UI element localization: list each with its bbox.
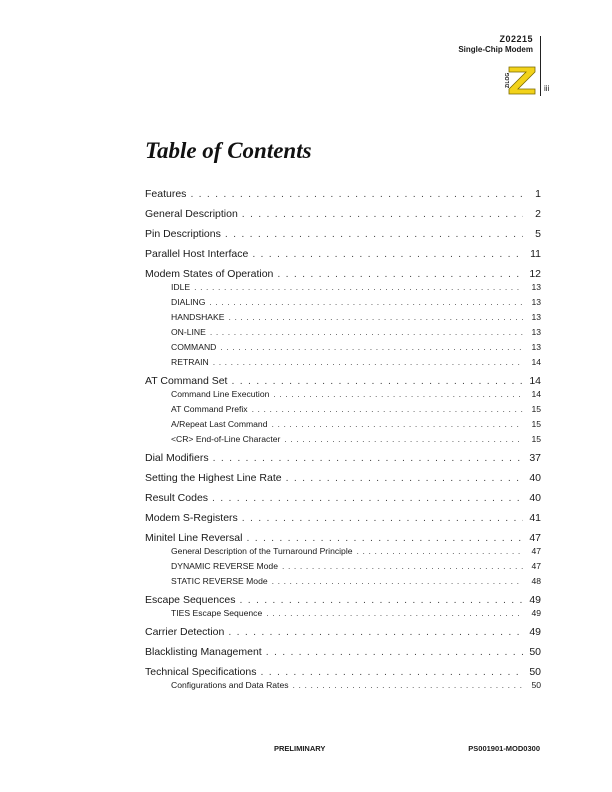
- toc-entry-label: Dial Modifiers: [145, 452, 209, 464]
- toc-entry[interactable]: [145, 508, 541, 528]
- toc-dot-leader: [242, 204, 523, 224]
- toc-entry-page: 1: [535, 188, 541, 200]
- toc-entry[interactable]: [145, 340, 541, 355]
- toc-dot-leader: [225, 224, 523, 244]
- toc-entry[interactable]: [145, 310, 541, 325]
- toc-dot-leader: [273, 387, 523, 402]
- toc-entry-page: 14: [531, 357, 541, 367]
- toc-entry[interactable]: [145, 417, 541, 432]
- toc-entry-page: 40: [529, 492, 541, 504]
- toc-entry-page: 50: [529, 646, 541, 658]
- toc-entry-label: Features: [145, 188, 187, 200]
- toc-dot-leader: [213, 355, 523, 370]
- toc-entry-label: Parallel Host Interface: [145, 248, 249, 260]
- toc-entry[interactable]: [145, 402, 541, 417]
- toc-entry-page: 50: [529, 666, 541, 678]
- toc-entry-page: 15: [531, 434, 541, 444]
- toc-entry-label: Technical Specifications: [145, 666, 257, 678]
- toc-entry[interactable]: [145, 325, 541, 340]
- toc-entry-page: 40: [529, 472, 541, 484]
- toc-entry[interactable]: [145, 295, 541, 310]
- toc-entry-page: 47: [531, 546, 541, 556]
- toc-dot-leader: [282, 559, 523, 574]
- product-name: Z02215: [499, 34, 533, 44]
- toc-entry-label: Carrier Detection: [145, 626, 225, 638]
- header-divider: [540, 36, 541, 96]
- toc-entry-label: Modem S-Registers: [145, 512, 238, 524]
- toc-entry[interactable]: [145, 184, 541, 204]
- toc-entry-label: Command Line Execution: [171, 389, 270, 399]
- toc-entry-page: 13: [531, 297, 541, 307]
- toc-entry-label: DIALING: [171, 297, 206, 307]
- toc-entry-label: STATIC REVERSE Mode: [171, 576, 268, 586]
- page-header: [458, 34, 533, 55]
- page-title: Table of Contents: [145, 138, 312, 163]
- toc-entry-page: 15: [531, 404, 541, 414]
- toc-dot-leader: [252, 244, 523, 264]
- toc-dot-leader: [210, 325, 523, 340]
- toc-entry-page: 13: [531, 312, 541, 322]
- toc-dot-leader: [228, 310, 523, 325]
- toc-entry[interactable]: [145, 574, 541, 589]
- toc-entry-label: Modem States of Operation: [145, 268, 274, 280]
- toc-entry-page: 50: [531, 680, 541, 690]
- page-number: iii: [544, 84, 550, 93]
- toc-dot-leader: [213, 448, 523, 468]
- toc-dot-leader: [190, 184, 523, 204]
- toc-entry-label: AT Command Set: [145, 375, 228, 387]
- toc-entry-label: IDLE: [171, 282, 191, 292]
- toc-entry-page: 47: [531, 561, 541, 571]
- toc-entry-page: 13: [531, 342, 541, 352]
- toc-entry[interactable]: [145, 244, 541, 264]
- toc-entry-label: ON-LINE: [171, 327, 206, 337]
- toc-entry-label: Configurations and Data Rates: [171, 680, 289, 690]
- toc-entry-label: Escape Sequences: [145, 594, 236, 606]
- toc-entry-page: 14: [531, 389, 541, 399]
- toc-dot-leader: [252, 402, 523, 417]
- toc-entry[interactable]: [145, 355, 541, 370]
- toc-entry-page: 13: [531, 327, 541, 337]
- toc-entry[interactable]: [145, 642, 541, 662]
- toc-entry[interactable]: [145, 544, 541, 559]
- toc-dot-leader: [212, 488, 523, 508]
- toc-entry-page: 41: [529, 512, 541, 524]
- table-of-contents: [145, 184, 541, 694]
- toc-entry[interactable]: [145, 448, 541, 468]
- toc-entry-page: 48: [531, 576, 541, 586]
- toc-entry-page: 49: [529, 626, 541, 638]
- zilog-logo-icon: [505, 65, 537, 95]
- toc-entry-label: HANDSHAKE: [171, 312, 225, 322]
- toc-entry-label: RETRAIN: [171, 357, 209, 367]
- toc-dot-leader: [209, 295, 523, 310]
- toc-entry-label: TIES Escape Sequence: [171, 608, 263, 618]
- footer-status: PRELIMINARY: [274, 744, 326, 753]
- toc-dot-leader: [194, 280, 523, 295]
- toc-entry[interactable]: [145, 488, 541, 508]
- toc-entry-page: 12: [529, 268, 541, 280]
- toc-entry-page: 2: [535, 208, 541, 220]
- toc-entry[interactable]: [145, 468, 541, 488]
- toc-dot-leader: [357, 544, 523, 559]
- toc-entry[interactable]: [145, 678, 541, 693]
- toc-entry-page: 49: [531, 608, 541, 618]
- toc-entry-page: 14: [529, 375, 541, 387]
- toc-entry[interactable]: [145, 559, 541, 574]
- toc-entry-label: Pin Descriptions: [145, 228, 221, 240]
- toc-dot-leader: [284, 432, 523, 447]
- toc-entry-label: <CR> End-of-Line Character: [171, 434, 281, 444]
- product-subtitle: Single-Chip Modem: [458, 45, 533, 54]
- toc-entry-label: Result Codes: [145, 492, 209, 504]
- toc-entry-page: 13: [531, 282, 541, 292]
- toc-entry-label: DYNAMIC REVERSE Mode: [171, 561, 278, 571]
- toc-dot-leader: [286, 468, 523, 488]
- logo-text: ZiLOG: [505, 72, 511, 88]
- toc-dot-leader: [266, 606, 523, 621]
- toc-dot-leader: [293, 678, 523, 693]
- toc-entry[interactable]: [145, 204, 541, 224]
- toc-dot-leader: [228, 622, 523, 642]
- toc-entry[interactable]: [145, 622, 541, 642]
- toc-entry-page: 15: [531, 419, 541, 429]
- toc-entry-label: General Description of the Turnaround Principle: [171, 546, 353, 556]
- toc-entry-label: Setting the Highest Line Rate: [145, 472, 282, 484]
- toc-entry[interactable]: [145, 432, 541, 447]
- toc-dot-leader: [272, 574, 523, 589]
- toc-entry-label: A/Repeat Last Command: [171, 419, 268, 429]
- toc-entry-page: 49: [529, 594, 541, 606]
- toc-entry[interactable]: [145, 606, 541, 621]
- toc-entry-label: General Description: [145, 208, 238, 220]
- toc-entry[interactable]: [145, 280, 541, 295]
- toc-dot-leader: [272, 417, 524, 432]
- toc-entry-page: 47: [529, 532, 541, 544]
- toc-entry[interactable]: [145, 224, 541, 244]
- toc-entry-page: 11: [530, 248, 541, 260]
- toc-entry[interactable]: [145, 387, 541, 402]
- toc-entry-label: AT Command Prefix: [171, 404, 248, 414]
- toc-entry-page: 5: [535, 228, 541, 240]
- toc-entry-label: Blacklisting Management: [145, 646, 262, 658]
- toc-dot-leader: [266, 642, 523, 662]
- toc-entry-label: Minitel Line Reversal: [145, 532, 243, 544]
- footer-doc-id: PS001901-MOD0300: [468, 744, 540, 753]
- toc-dot-leader: [242, 508, 523, 528]
- toc-entry-label: COMMAND: [171, 342, 217, 352]
- toc-dot-leader: [220, 340, 523, 355]
- toc-entry-page: 37: [529, 452, 541, 464]
